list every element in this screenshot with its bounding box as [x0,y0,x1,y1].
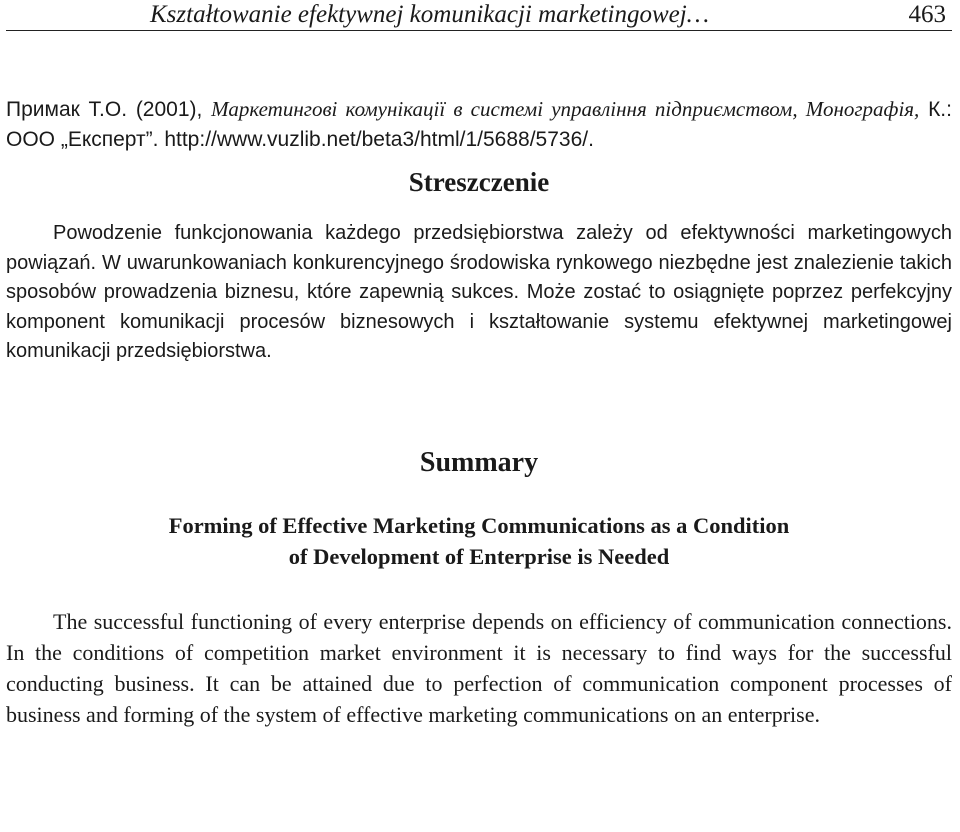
reference-publisher: К.: ООО „Експерт”. [6,98,952,151]
reference-url[interactable]: http://www.vuzlib.net/beta3/html/1/5688/5736/. [164,128,594,151]
document-page [6,0,952,752]
reference-title: Маркетингові комунікації в системі управління підприємством, Монографія, [211,97,920,121]
header-title: Kształtowanie efektywnej komunikacji marketingowej… [150,1,709,28]
streszczenie-heading: Streszczenie [408,167,550,197]
summary-title-line-1: Forming of Effective Marketing Communications as a Condition [168,512,790,538]
reference-entry [6,94,952,155]
summary-title-line-2: of Development of Enterprise is Needed [288,543,670,569]
summary-body: The successful functioning of every enterprise depends on efficiency of communication connections. In the conditions of competition market environment it is necessary to find ways for the successful conducting business. It can be attained due to perfection of communication component processes of business and forming of the system of effective marketing communications on an enterprise. [6,608,952,727]
running-header [6,0,952,31]
page-number: 463 [908,1,946,28]
streszczenie-body: Powodzenie funkcjonowania każdego przedsiębiorstwa zależy od efektywności marketingowych powiązań. W uwarunkowaniach konkurencyjnego środowiska rynkowego niezbędne jest znalezienie takich sposobów prowadzenia biznesu, które zapewnią sukces. Może zostać to osiągnięte poprzez perfekcyjny komponent komunikacji procesów biznesowych i kształtowanie systemu efektywnej marketingowej komunikacji przedsiębiorstwa. [6,222,952,362]
summary-heading: Summary [419,446,539,478]
reference-author: Примак Т.О. (2001), [6,98,203,121]
summary-title [6,510,952,572]
